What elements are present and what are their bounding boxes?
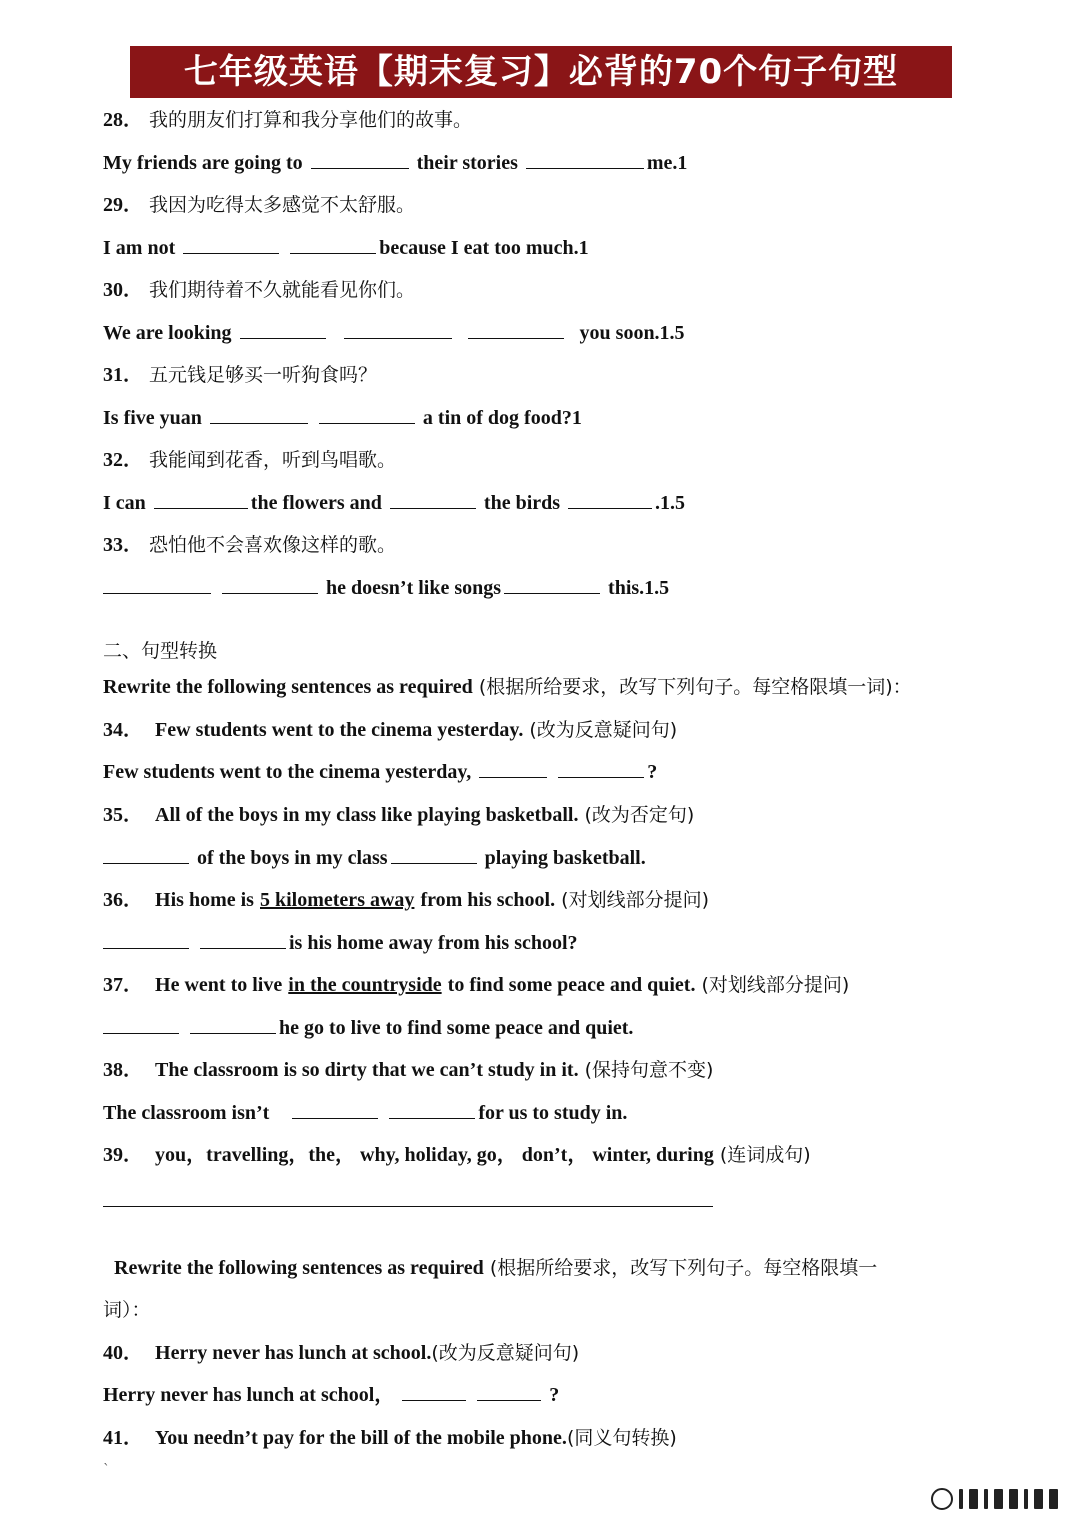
q36-question bbox=[103, 887, 709, 913]
q29-text-b: because I eat too much.1 bbox=[379, 237, 589, 259]
q30-blank-1[interactable] bbox=[240, 320, 326, 339]
q33-cn-text: 恐怕他不会喜欢像这样的歌。 bbox=[149, 534, 397, 556]
q31-blank-2[interactable] bbox=[319, 405, 415, 424]
q28-number: 28． bbox=[103, 109, 143, 131]
q31-text-b: a tin of dog food?1 bbox=[422, 407, 582, 429]
q33-blank-2[interactable] bbox=[222, 575, 318, 594]
q34-note: (改为反意疑问句) bbox=[529, 719, 678, 741]
q32-text-b: the flowers and bbox=[250, 492, 382, 514]
q40-note: (改为反意疑问句) bbox=[431, 1342, 580, 1364]
q28-chinese bbox=[103, 107, 472, 133]
q35-ans-b: playing basketball. bbox=[484, 847, 646, 869]
q35-answer bbox=[103, 845, 646, 871]
q32-text-d: .1.5 bbox=[655, 492, 686, 514]
q30-number: 30． bbox=[103, 279, 143, 301]
q39-note: (连词成句) bbox=[719, 1144, 811, 1166]
circle-icon[interactable] bbox=[931, 1488, 953, 1510]
q36-answer bbox=[103, 930, 578, 956]
q36-en-a: His home is bbox=[155, 889, 254, 911]
q32-blank-1[interactable] bbox=[154, 490, 248, 509]
q40-en-text: Herry never has lunch at school. bbox=[155, 1342, 432, 1364]
q36-en-underlined: 5 kilometers away bbox=[260, 889, 415, 911]
q37-blank-1[interactable] bbox=[103, 1015, 179, 1034]
q39-number: 39． bbox=[103, 1144, 143, 1166]
q31-blank-1[interactable] bbox=[210, 405, 308, 424]
q33-blank-1[interactable] bbox=[103, 575, 211, 594]
q28-text-c: me.1 bbox=[646, 152, 688, 174]
q30-blank-3[interactable] bbox=[468, 320, 564, 339]
q30-chinese bbox=[103, 277, 415, 303]
q38-en-text: The classroom is so dirty that we can’t study in it. bbox=[155, 1059, 579, 1081]
q32-cn-text: 我能闻到花香，听到鸟唱歌。 bbox=[149, 449, 397, 471]
q39-en-text: you，travelling，the， why, holiday, go， don’t， winter, during bbox=[155, 1144, 714, 1166]
q33-chinese bbox=[103, 532, 396, 558]
q30-text-b: you soon.1.5 bbox=[579, 322, 685, 344]
section2-instr-cn: (根据所给要求，改写下列句子。每空格限填一词)： bbox=[478, 676, 912, 698]
q29-text-a: I am not bbox=[103, 237, 176, 259]
q28-text-b: their stories bbox=[416, 152, 518, 174]
toolbar-icon[interactable] bbox=[931, 1488, 1058, 1510]
q29-blank-2[interactable] bbox=[290, 235, 376, 254]
q35-question bbox=[103, 802, 694, 828]
q28-blank-1[interactable] bbox=[311, 150, 409, 169]
section2-instructions bbox=[103, 674, 912, 700]
q40-number: 40． bbox=[103, 1342, 143, 1364]
q38-answer bbox=[103, 1100, 627, 1126]
q35-number: 35． bbox=[103, 804, 143, 826]
section2-heading: 二、句型转换 bbox=[103, 640, 218, 662]
q37-question bbox=[103, 972, 849, 998]
q34-en-text: Few students went to the cinema yesterday. bbox=[155, 719, 524, 741]
q37-en-a: He went to live bbox=[155, 974, 283, 996]
q30-text-a: We are looking bbox=[103, 322, 232, 344]
q37-number: 37． bbox=[103, 974, 143, 996]
q40-blank-1[interactable] bbox=[402, 1382, 466, 1401]
section3-instr-cn: (根据所给要求，改写下列句子。每空格限填一 bbox=[489, 1257, 878, 1279]
q32-chinese bbox=[103, 447, 396, 473]
section2-instr-en: Rewrite the following sentences as required bbox=[103, 676, 473, 698]
q36-en-b: from his school. bbox=[420, 889, 556, 911]
q34-ans-b: ? bbox=[647, 761, 658, 783]
q38-ans-b: for us to study in. bbox=[478, 1102, 628, 1124]
q28-cn-text: 我的朋友们打算和我分享他们的故事。 bbox=[149, 109, 473, 131]
q33-blank-3[interactable] bbox=[504, 575, 600, 594]
q40-blank-2[interactable] bbox=[477, 1382, 541, 1401]
q28-text-a: My friends are going to bbox=[103, 152, 303, 174]
q30-cn-text: 我们期待着不久就能看见你们。 bbox=[149, 279, 416, 301]
q33-english bbox=[103, 575, 669, 601]
page-banner-title: 七年级英语【期末复习】必背的70个句子句型 bbox=[130, 46, 952, 98]
q40-answer bbox=[103, 1382, 559, 1408]
q41-note: (同义句转换) bbox=[566, 1427, 677, 1449]
q35-en-text: All of the boys in my class like playing basketball. bbox=[155, 804, 579, 826]
q37-en-underlined: in the countryside bbox=[288, 974, 442, 996]
q31-cn-text: 五元钱足够买一听狗食吗？ bbox=[149, 364, 378, 386]
q37-ans: he go to live to find some peace and quiet. bbox=[279, 1017, 634, 1039]
q36-blank-2[interactable] bbox=[200, 930, 286, 949]
q30-english bbox=[103, 320, 685, 346]
q36-note: (对划线部分提问) bbox=[561, 889, 709, 911]
q40-ans-a: Herry never has lunch at school， bbox=[103, 1384, 395, 1406]
section3-instr-en: Rewrite the following sentences as required bbox=[114, 1257, 484, 1279]
q39-question bbox=[103, 1142, 811, 1168]
q33-text-b: this.1.5 bbox=[608, 577, 670, 599]
q39-answer-line[interactable] bbox=[103, 1206, 713, 1207]
bar-icon bbox=[1034, 1489, 1043, 1509]
q37-note: (对划线部分提问) bbox=[701, 974, 850, 996]
q37-en-b: to find some peace and quiet. bbox=[447, 974, 696, 996]
q41-number: 41． bbox=[103, 1427, 143, 1449]
q35-blank-1[interactable] bbox=[103, 845, 189, 864]
q35-ans-a: of the boys in my class bbox=[197, 847, 388, 869]
bar-icon bbox=[1024, 1489, 1028, 1509]
section3-instr-cn-cont: 词）： bbox=[103, 1299, 151, 1321]
q38-number: 38． bbox=[103, 1059, 143, 1081]
bar-icon bbox=[959, 1489, 963, 1509]
q32-blank-2[interactable] bbox=[390, 490, 476, 509]
q36-ans: is his home away from his school? bbox=[289, 932, 578, 954]
q38-question bbox=[103, 1057, 713, 1083]
q28-blank-2[interactable] bbox=[526, 150, 644, 169]
q34-blank-1[interactable] bbox=[479, 759, 547, 778]
bar-icon bbox=[1049, 1489, 1058, 1509]
q29-chinese bbox=[103, 192, 415, 218]
section3-instructions bbox=[114, 1255, 877, 1281]
q32-english bbox=[103, 490, 685, 516]
q29-english bbox=[103, 235, 589, 261]
q32-number: 32． bbox=[103, 449, 143, 471]
q36-blank-1[interactable] bbox=[103, 930, 189, 949]
q34-ans-a: Few students went to the cinema yesterday, bbox=[103, 761, 472, 783]
q41-en-text: You needn’t pay for the bill of the mobile phone. bbox=[155, 1427, 567, 1449]
q33-text-a: he doesn’t like songs bbox=[326, 577, 502, 599]
q29-cn-text: 我因为吃得太多感觉不太舒服。 bbox=[149, 194, 416, 216]
q32-blank-3[interactable] bbox=[568, 490, 652, 509]
bar-icon bbox=[1009, 1489, 1018, 1509]
q34-answer bbox=[103, 759, 657, 785]
q32-text-c: the birds bbox=[483, 492, 561, 514]
q31-text-a: Is five yuan bbox=[103, 407, 202, 429]
bar-icon bbox=[994, 1489, 1003, 1509]
q31-english bbox=[103, 405, 582, 431]
q28-english bbox=[103, 150, 687, 176]
q34-question bbox=[103, 717, 677, 743]
q29-number: 29． bbox=[103, 194, 143, 216]
q33-number: 33． bbox=[103, 534, 143, 556]
q31-chinese bbox=[103, 362, 377, 388]
tick-mark-icon: ˋ bbox=[103, 1462, 110, 1478]
q29-blank-1[interactable] bbox=[183, 235, 279, 254]
q41-question bbox=[103, 1425, 677, 1451]
q38-blank-1[interactable] bbox=[292, 1100, 378, 1119]
q31-number: 31． bbox=[103, 364, 143, 386]
q35-note: (改为否定句) bbox=[584, 804, 695, 826]
q37-blank-2[interactable] bbox=[190, 1015, 276, 1034]
q37-answer bbox=[103, 1015, 633, 1041]
bar-icon bbox=[969, 1489, 978, 1509]
q38-note: (保持句意不变) bbox=[584, 1059, 714, 1081]
q36-number: 36． bbox=[103, 889, 143, 911]
q34-number: 34． bbox=[103, 719, 143, 741]
q32-text-a: I can bbox=[103, 492, 146, 514]
q34-blank-2[interactable] bbox=[558, 759, 644, 778]
bar-icon bbox=[984, 1489, 988, 1509]
q38-ans-a: The classroom isn’t bbox=[103, 1102, 270, 1124]
q40-ans-b: ? bbox=[549, 1384, 560, 1406]
q35-blank-2[interactable] bbox=[391, 845, 477, 864]
q30-blank-2[interactable] bbox=[344, 320, 452, 339]
q38-blank-2[interactable] bbox=[389, 1100, 475, 1119]
q40-question bbox=[103, 1340, 579, 1366]
